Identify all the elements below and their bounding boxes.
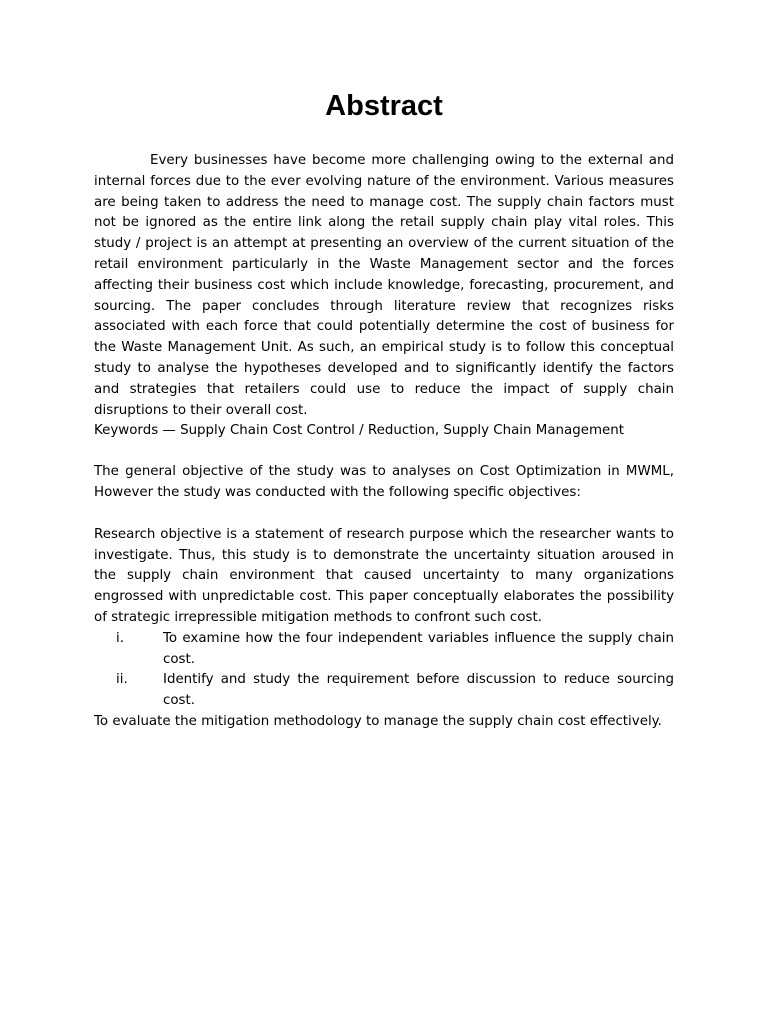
spacer xyxy=(94,504,674,525)
list-item-text: Identify and study the requirement before discussion to reduce sourcing cost. xyxy=(163,672,674,709)
list-item-number: i. xyxy=(116,630,124,646)
document-page xyxy=(94,88,674,733)
keywords-line: Keywords — Supply Chain Cost Control / Reduction, Supply Chain Management xyxy=(94,423,624,439)
objectives-list xyxy=(94,629,674,712)
list-item xyxy=(94,670,674,712)
general-objective-paragraph: The general objective of the study was to analyses on Cost Optimization in MWML, However the study was conducted with the following specific objectives: xyxy=(94,464,674,500)
spacer xyxy=(94,442,674,462)
closing-paragraph: To evaluate the mitigation methodology to manage the supply chain cost effectively. xyxy=(94,713,662,729)
abstract-paragraph: Every businesses have become more challenging owing to the external and internal forces due to the ever evolving nature of the environment. Various measures are being taken to address the need to manage cost. The supply chain factors must not be ignored as the entire link along the retail supply chain play vital roles. This study / project is an attempt at presenting an overview of the current situation of the retail environment particularly in the Waste Management sector and the forces affecting their business cost which include knowledge, forecasting, procurement, and sourcing. The paper concludes through literature review that recognizes risks associated with each force that could potentially determine the cost of business for the Waste Management Unit. As such, an empirical study is to follow this conceptual study to analyse the hypotheses developed and to significantly identify the factors and strategies that retailers could use to reduce the impact of supply chain disruptions to their overall cost. xyxy=(94,153,674,418)
list-item xyxy=(94,629,674,671)
research-objective-paragraph: Research objective is a statement of research purpose which the researcher wants to investigate. Thus, this study is to demonstrate the uncertainty situation aroused in the supply chain environment that caused uncertainty to many organizations engrossed with unpredictable cost. This paper conceptually elaborates the possibility of strategic irrepressible mitigation methods to confront such cost. xyxy=(94,526,674,625)
list-item-text: To examine how the four independent variables influence the supply chain cost. xyxy=(163,630,674,667)
page-title: Abstract xyxy=(325,90,443,122)
list-item-number: ii. xyxy=(116,672,128,688)
